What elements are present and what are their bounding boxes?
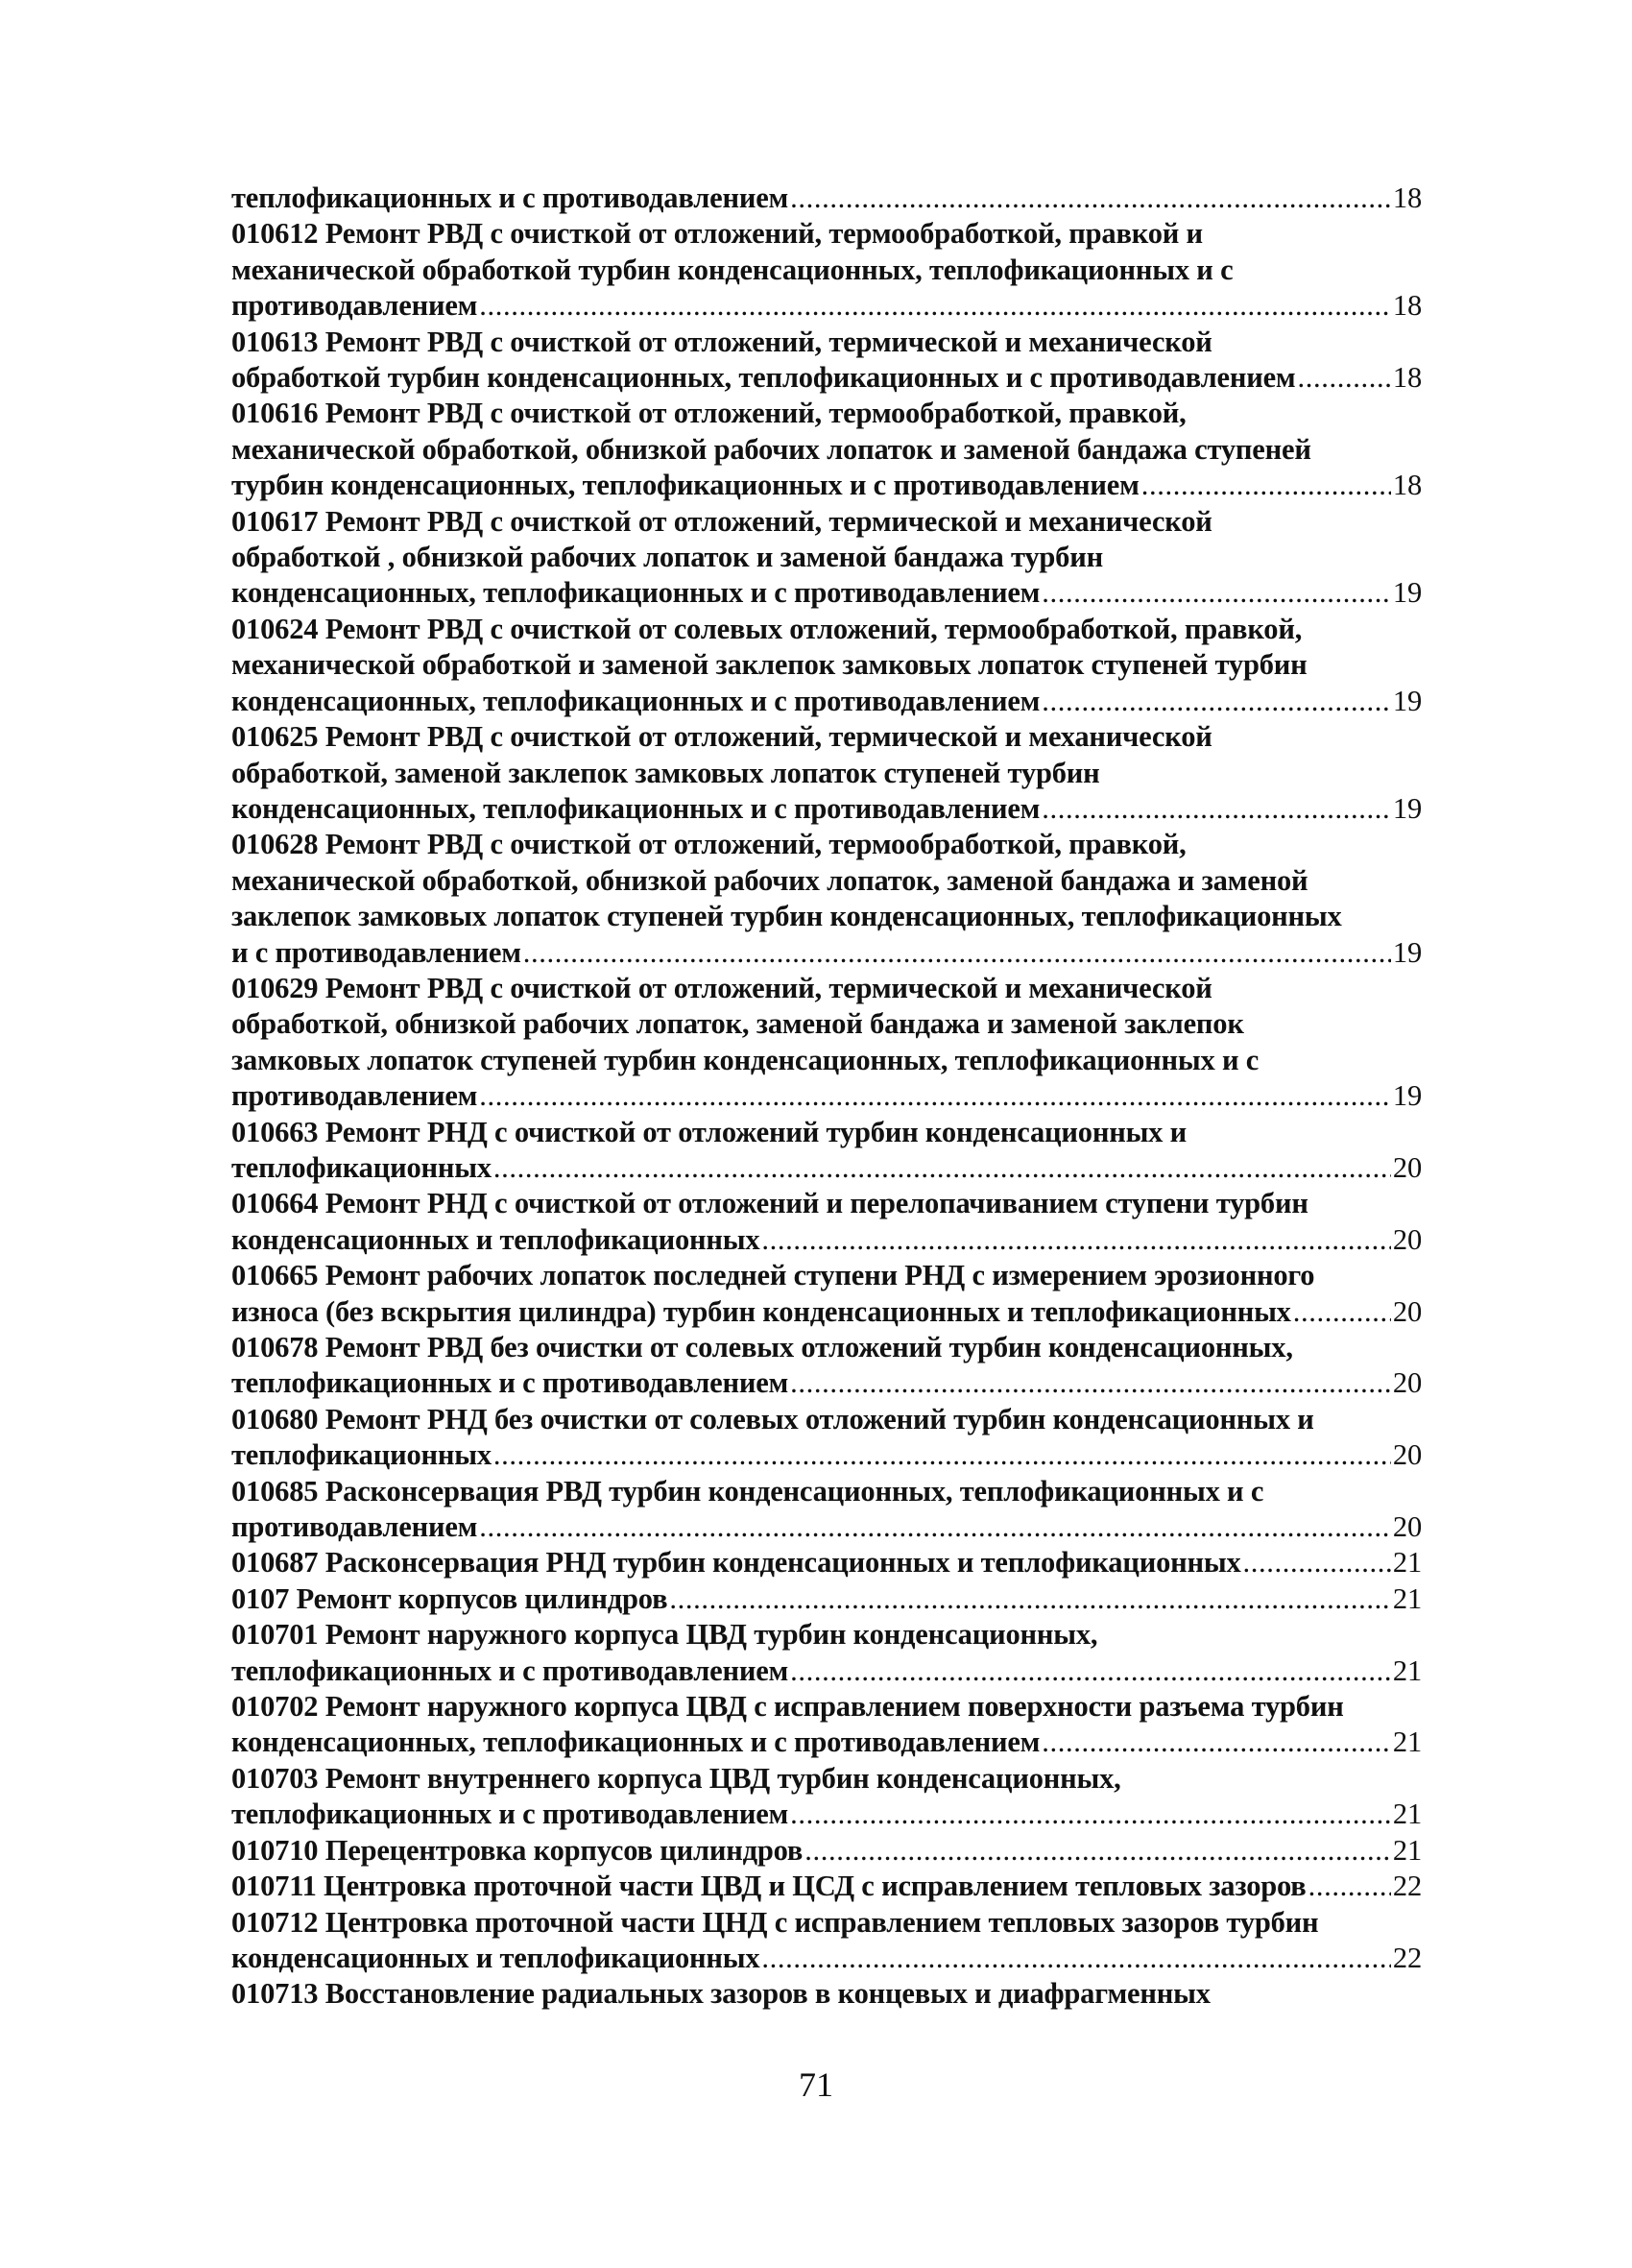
toc-entry-leader-line	[231, 1833, 1422, 1869]
dot-leader	[1298, 360, 1391, 396]
dot-leader	[493, 1150, 1391, 1186]
toc-entry-page: 18	[1392, 361, 1422, 395]
dot-leader	[669, 1581, 1391, 1617]
toc-entry-line: 010617 Ремонт РВД с очисткой от отложений, термической и механической	[231, 504, 1212, 538]
toc-entry	[231, 1976, 1422, 2012]
dot-leader	[479, 288, 1391, 324]
toc-entry-page: 21	[1392, 1546, 1422, 1580]
toc-entry-title: конденсационных и теплофикационных	[231, 1941, 760, 1974]
toc-entry-page: 20	[1392, 1366, 1422, 1400]
toc-entry-page: 21	[1392, 1725, 1422, 1759]
toc-entry-title: конденсационных, теплофикационных и с противодавлением	[231, 684, 1041, 717]
toc-entry-leader-line	[231, 1941, 1422, 1976]
toc-entry-line: 010702 Ремонт наружного корпуса ЦВД с исправлением поверхности разъема турбин	[231, 1690, 1344, 1724]
toc-entry	[231, 1115, 1422, 1187]
toc-entry-leader-line	[231, 1365, 1422, 1401]
toc-entry-title: теплофикационных и с противодавлением	[231, 1653, 789, 1687]
toc-entry-line: 010663 Ремонт РНД с очисткой от отложений турбин конденсационных и	[231, 1115, 1188, 1148]
dot-leader	[790, 1653, 1391, 1689]
toc-entry-page: 18	[1392, 289, 1422, 323]
toc-entry-title: конденсационных, теплофикационных и с противодавлением	[231, 791, 1041, 825]
table-of-contents	[231, 181, 1422, 2013]
dot-leader	[479, 1078, 1391, 1114]
toc-entry-line: 010629 Ремонт РВД с очисткой от отложений, термической и механической	[231, 971, 1212, 1004]
toc-entry-line: 010616 Ремонт РВД с очисткой от отложений, термообработкой, правкой,	[231, 397, 1187, 430]
toc-entry-page: 22	[1392, 1941, 1422, 1974]
toc-entry	[231, 1833, 1422, 1869]
toc-entry	[231, 827, 1422, 971]
toc-entry-title: конденсационных и теплофикационных	[231, 1222, 760, 1256]
toc-entry	[231, 971, 1422, 1115]
toc-entry-page: 21	[1392, 1581, 1422, 1615]
dot-leader	[1243, 1545, 1391, 1580]
toc-entry-leader-line	[231, 1222, 1422, 1258]
dot-leader	[1042, 1725, 1391, 1760]
toc-entry-leader-line	[231, 1545, 1422, 1580]
toc-entry-title: теплофикационных	[231, 1150, 492, 1184]
toc-entry-page: 20	[1392, 1438, 1422, 1472]
toc-entry-page: 19	[1392, 684, 1422, 717]
toc-entry	[231, 1869, 1422, 1904]
toc-entry-leader-line	[231, 1294, 1422, 1330]
toc-entry-leader-line	[231, 288, 1422, 324]
dot-leader	[493, 1437, 1391, 1473]
toc-entry-page: 19	[1392, 791, 1422, 825]
toc-entry-title: конденсационных, теплофикационных и с противодавлением	[231, 1725, 1041, 1759]
dot-leader	[1141, 468, 1391, 503]
toc-entry-line: 010665 Ремонт рабочих лопаток последней ступени РНД с измерением эрозионного	[231, 1259, 1315, 1292]
toc-entry	[231, 216, 1422, 324]
toc-entry-line: механической обработкой турбин конденсационных, теплофикационных и с	[231, 253, 1234, 286]
toc-entry-line: 010712 Центровка проточной части ЦНД с исправлением тепловых зазоров турбин	[231, 1905, 1319, 1939]
toc-entry-page: 21	[1392, 1798, 1422, 1831]
toc-entry	[231, 612, 1422, 719]
toc-entry-leader-line	[231, 791, 1422, 827]
dot-leader	[761, 1222, 1390, 1258]
dot-leader	[804, 1833, 1391, 1869]
toc-entry	[231, 1258, 1422, 1330]
toc-entry-line: 010625 Ремонт РВД с очисткой от отложений, термической и механической	[231, 720, 1212, 754]
toc-entry-title: теплофикационных	[231, 1438, 492, 1472]
toc-entry-title: противодавлением	[231, 1079, 478, 1113]
toc-entry-page: 21	[1392, 1833, 1422, 1867]
toc-entry-title: теплофикационных и с противодавлением	[231, 181, 789, 214]
toc-entry-leader-line	[231, 1150, 1422, 1186]
dot-leader	[479, 1509, 1391, 1545]
toc-entry	[231, 396, 1422, 503]
toc-entry-title: износа (без вскрытия цилиндра) турбин конденсационных и теплофикационных	[231, 1294, 1291, 1328]
toc-entry-line: заклепок замковых лопаток ступеней турбин конденсационных, теплофикационных	[231, 900, 1342, 933]
dot-leader	[1042, 684, 1391, 719]
toc-entry-page: 22	[1392, 1870, 1422, 1903]
toc-entry-line: 010680 Ремонт РНД без очистки от солевых отложений турбин конденсационных и	[231, 1402, 1314, 1436]
toc-entry	[231, 325, 1422, 397]
toc-entry-title: 010687 Расконсервация РНД турбин конденсационных и теплофикационных	[231, 1546, 1241, 1580]
toc-entry-title: 010711 Центровка проточной части ЦВД и ЦСД с исправлением тепловых зазоров	[231, 1870, 1307, 1903]
toc-entry	[231, 1474, 1422, 1546]
toc-entry-title: 0107 Ремонт корпусов цилиндров	[231, 1581, 668, 1615]
toc-entry-page: 19	[1392, 1079, 1422, 1113]
toc-entry-title: противодавлением	[231, 1510, 478, 1544]
toc-entry-title: теплофикационных и с противодавлением	[231, 1366, 789, 1400]
toc-entry-page: 20	[1392, 1222, 1422, 1256]
dot-leader	[1293, 1294, 1391, 1330]
toc-entry-page: 20	[1392, 1150, 1422, 1184]
dot-leader	[1308, 1869, 1391, 1904]
toc-entry-line: механической обработкой, обнизкой рабочих лопаток, заменой бандажа и заменой	[231, 863, 1308, 897]
toc-entry-line: механической обработкой, обнизкой рабочих лопаток и заменой бандажа ступеней	[231, 432, 1311, 466]
dot-leader	[761, 1941, 1390, 1976]
toc-entry-leader-line	[231, 181, 1422, 216]
toc-entry	[231, 1402, 1422, 1474]
toc-entry-leader-line	[231, 1078, 1422, 1114]
toc-entry-page: 20	[1392, 1510, 1422, 1544]
toc-entry-page: 19	[1392, 576, 1422, 610]
dot-leader	[790, 181, 1391, 216]
toc-entry-title: обработкой турбин конденсационных, теплофикационных и с противодавлением	[231, 361, 1296, 395]
toc-entry-title: и с противодавлением	[231, 935, 521, 969]
toc-entry-page: 18	[1392, 469, 1422, 502]
toc-entry-line: обработкой, обнизкой рабочих лопаток, заменой бандажа и заменой заклепок	[231, 1007, 1244, 1041]
toc-entry-leader-line	[231, 1581, 1422, 1617]
toc-entry	[231, 1689, 1422, 1761]
toc-entry-line: 010664 Ремонт РНД с очисткой от отложений и перелопачиванием ступени турбин	[231, 1187, 1308, 1220]
toc-entry-page: 20	[1392, 1294, 1422, 1328]
toc-entry-line: замковых лопаток ступеней турбин конденсационных, теплофикационных и с	[231, 1043, 1260, 1076]
toc-entry	[231, 719, 1422, 827]
toc-entry-line: 010713 Восстановление радиальных зазоров в концевых и диафрагменных	[231, 1977, 1211, 2011]
dot-leader	[523, 935, 1391, 971]
toc-entry	[231, 1581, 1422, 1617]
toc-entry	[231, 1761, 1422, 1833]
toc-entry	[231, 1330, 1422, 1402]
toc-entry-line: 010685 Расконсервация РВД турбин конденсационных, теплофикационных и с	[231, 1474, 1264, 1508]
toc-entry-leader-line	[231, 1869, 1422, 1904]
toc-entry-line: обработкой , обнизкой рабочих лопаток и заменой бандажа турбин	[231, 541, 1103, 574]
toc-entry-title: турбин конденсационных, теплофикационных и с противодавлением	[231, 469, 1140, 502]
toc-entry-leader-line	[231, 1653, 1422, 1689]
toc-entry-leader-line	[231, 468, 1422, 503]
toc-entry-leader-line	[231, 935, 1422, 971]
dot-leader	[1042, 575, 1391, 611]
toc-entry	[231, 1905, 1422, 1977]
dot-leader	[790, 1797, 1391, 1832]
toc-entry-line: 010613 Ремонт РВД с очисткой от отложений, термической и механической	[231, 325, 1212, 358]
toc-entry-page: 18	[1392, 181, 1422, 214]
toc-entry	[231, 1545, 1422, 1580]
toc-entry-line: механической обработкой и заменой заклепок замковых лопаток ступеней турбин	[231, 648, 1308, 682]
toc-entry-title: конденсационных, теплофикационных и с противодавлением	[231, 576, 1041, 610]
toc-entry	[231, 504, 1422, 612]
toc-entry-line: 010701 Ремонт наружного корпуса ЦВД турбин конденсационных,	[231, 1618, 1098, 1652]
toc-entry-title: противодавлением	[231, 289, 478, 323]
toc-entry-title: теплофикационных и с противодавлением	[231, 1798, 789, 1831]
toc-entry	[231, 181, 1422, 216]
toc-entry-leader-line	[231, 360, 1422, 396]
toc-entry-title: 010710 Перецентровка корпусов цилиндров	[231, 1833, 804, 1867]
toc-entry-leader-line	[231, 575, 1422, 611]
toc-entry-leader-line	[231, 684, 1422, 719]
page-number: 71	[799, 2065, 833, 2104]
toc-entry-page: 19	[1392, 935, 1422, 969]
toc-entry-leader-line	[231, 1725, 1422, 1760]
toc-entry-line: 010678 Ремонт РВД без очистки от солевых отложений турбин конденсационных,	[231, 1331, 1293, 1363]
toc-entry-line: обработкой, заменой заклепок замковых лопаток ступеней турбин	[231, 756, 1100, 789]
toc-entry-line: 010628 Ремонт РВД с очисткой от отложений, термообработкой, правкой,	[231, 828, 1187, 861]
dot-leader	[790, 1365, 1391, 1401]
toc-entry-line: 010624 Ремонт РВД с очисткой от солевых отложений, термообработкой, правкой,	[231, 612, 1303, 645]
toc-entry-leader-line	[231, 1437, 1422, 1473]
toc-entry	[231, 1186, 1422, 1258]
toc-entry-line: 010612 Ремонт РВД с очисткой от отложений, термообработкой, правкой и	[231, 217, 1203, 251]
toc-entry-line: 010703 Ремонт внутреннего корпуса ЦВД турбин конденсационных,	[231, 1761, 1121, 1795]
toc-entry-page: 21	[1392, 1653, 1422, 1687]
dot-leader	[1042, 791, 1391, 827]
toc-entry	[231, 1617, 1422, 1689]
toc-entry-leader-line	[231, 1797, 1422, 1832]
toc-entry-leader-line	[231, 1509, 1422, 1545]
